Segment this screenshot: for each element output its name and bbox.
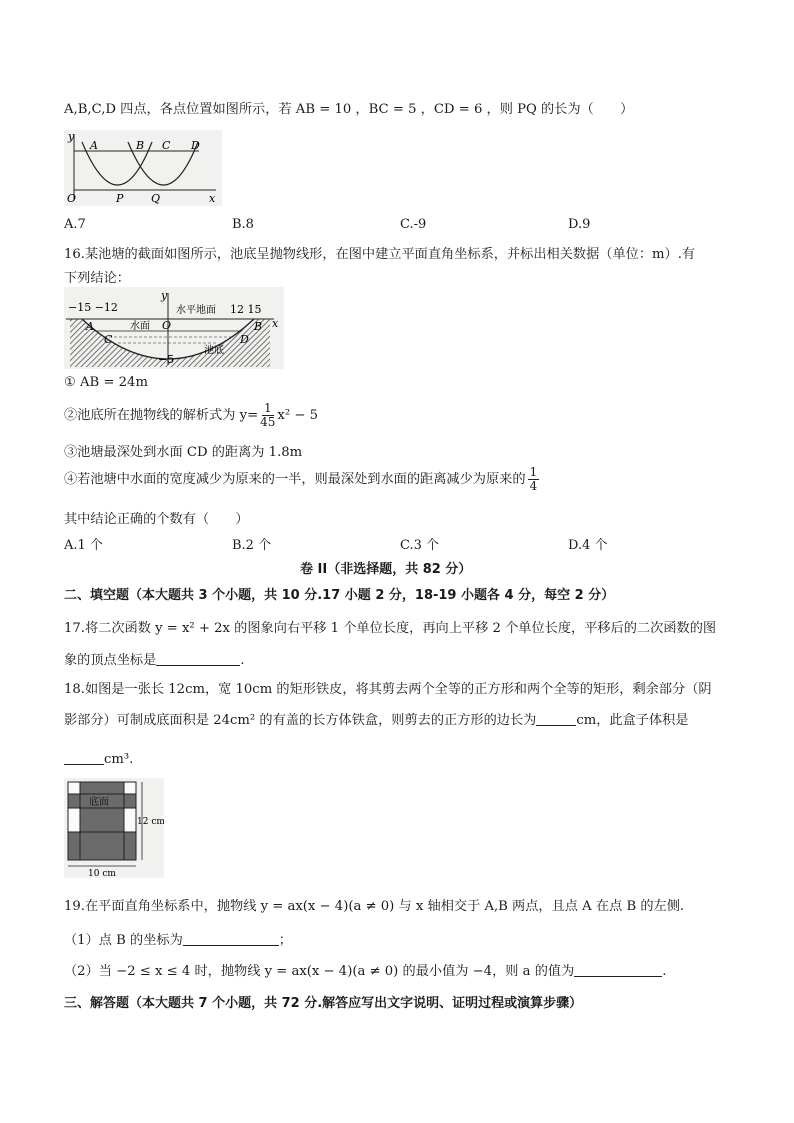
q16-c2-num: 1	[263, 401, 272, 415]
q17-line2	[64, 649, 245, 668]
q18-sheet-diagram	[64, 778, 164, 878]
q16-c2-fraction	[260, 402, 275, 429]
q17-line2-text: 象的顶点坐标是	[64, 653, 157, 668]
q16-bottom-label: 池底	[204, 345, 224, 356]
q16-stem-line1: 16.某池塘的截面如图所示，池底呈抛物线形，在图中建立平面直角坐标系，并标出相关数据（单位：m）.有	[64, 247, 696, 262]
q18-line3-end: cm³.	[104, 752, 134, 767]
q16-water-label: 水面	[130, 321, 150, 332]
q16-c4-text: ④若池塘中水面的宽度减少为原来的一半，则最深处到水面的距离减少为原来的	[64, 472, 526, 487]
q18-line2-text: 影部分）可制成底面积是 24cm² 的有盖的长方体铁盒，则剪去的正方形的边长为	[64, 713, 537, 728]
q16-stem-line2: 下列结论：	[64, 271, 130, 286]
q16-option-b[interactable]: B.2 个	[232, 538, 272, 553]
q16-c4-fraction	[528, 466, 540, 493]
q15-label-C: C	[162, 139, 171, 152]
q15-label-D: D	[191, 139, 200, 152]
q19-part1	[64, 929, 292, 948]
q17-answer-blank[interactable]	[156, 651, 240, 666]
q15-label-P: P	[116, 192, 124, 205]
q16-conclusion-2	[64, 402, 318, 429]
q18-square-side-blank[interactable]	[536, 711, 576, 726]
q19-part2-text: （2）当 −2 ≤ x ≤ 4 时，抛物线 y = ax(x − 4)(a ≠ 0) 的最小值为 −4，则 a 的值为	[64, 964, 575, 979]
q15-label-y: y	[68, 130, 75, 143]
q16-right-ticks: 12 15	[230, 303, 262, 316]
q18-figure	[64, 778, 164, 878]
q16-ground-label: 水平地面	[176, 305, 216, 316]
q16-conclusion-3: ③池塘最深处到水面 CD 的距离为 1.8m	[64, 445, 303, 460]
q16-pond-diagram	[64, 287, 284, 369]
q16-c4-den: 4	[529, 479, 538, 493]
q15-parabola-diagram	[64, 130, 222, 206]
q15-label-x: x	[209, 192, 216, 205]
q18-line2-end: cm，此盒子体积是	[576, 713, 689, 728]
q19-part2	[64, 960, 666, 979]
q15-option-d[interactable]: D.9	[568, 217, 591, 232]
q16-option-c[interactable]: C.3 个	[400, 538, 440, 553]
q19-line1: 19.在平面直角坐标系中，抛物线 y = ax(x − 4)(a ≠ 0) 与 x 轴相交于 A,B 两点，且点 A 在点 B 的左侧.	[64, 899, 685, 914]
q19-part1-blank[interactable]	[183, 931, 279, 946]
q16-label-D: D	[240, 333, 249, 346]
section-3-heading: 三、解答题（本大题共 7 个小题，共 72 分.解答应写出文字说明、证明过程或演算步骤）	[64, 996, 583, 1011]
q16-label-x: x	[272, 317, 279, 330]
q15-label-B: B	[136, 139, 145, 152]
q16-figure	[64, 287, 284, 369]
q16-label-O: O	[162, 319, 172, 332]
q18-line3	[64, 750, 133, 767]
q18-height-label: 12 cm	[137, 817, 164, 827]
q16-c2-den: 45	[260, 415, 276, 429]
q15-option-a[interactable]: A.7	[64, 217, 86, 232]
q17-line2-end: .	[240, 653, 245, 668]
q18-line1: 18.如图是一张长 12cm，宽 10cm 的矩形铁皮，将其剪去两个全等的正方形和两个全等的矩形，剩余部分（阴	[64, 682, 712, 697]
q16-conclusion-1: ① AB = 24m	[64, 375, 148, 390]
q19-part2-end: .	[662, 964, 667, 979]
q19-part2-blank[interactable]	[574, 962, 662, 977]
q19-part1-text: （1）点 B 的坐标为	[64, 933, 183, 948]
q16-c4-num: 1	[529, 465, 538, 479]
q18-line2	[64, 709, 689, 728]
q16-c2-text: ②池底所在抛物线的解析式为 y=	[64, 408, 259, 423]
q15-label-Q: Q	[151, 192, 161, 205]
q15-figure	[64, 130, 222, 206]
q15-option-c[interactable]: C.-9	[400, 217, 427, 232]
q16-label-C: C	[104, 333, 113, 346]
q19-part1-end: ；	[278, 933, 292, 948]
q16-question: 其中结论正确的个数有（ ）	[64, 512, 249, 527]
q18-width-label: 10 cm	[88, 869, 116, 878]
q18-base-label: 底面	[89, 797, 109, 808]
q16-label-y: y	[161, 289, 168, 302]
q16-conclusion-4	[64, 466, 541, 493]
q16-depth-label: −5	[158, 353, 175, 366]
q18-volume-blank[interactable]	[64, 750, 104, 765]
q15-label-A: A	[90, 139, 98, 152]
q17-line1: 17.将二次函数 y = x² + 2x 的图象向右平移 1 个单位长度，再向上平移 2 个单位长度，平移后的二次函数的图	[64, 621, 717, 636]
q16-c2-post: x² − 5	[277, 408, 318, 423]
volume-2-heading: 卷 II（非选择题，共 82 分）	[300, 562, 472, 577]
q16-label-B: B	[254, 320, 263, 333]
q16-left-ticks: −15 −12	[68, 301, 118, 314]
section-2-heading: 二、填空题（本大题共 3 个小题，共 10 分.17 小题 2 分，18-19 小题各 4 分，每空 2 分）	[64, 588, 615, 603]
q16-option-a[interactable]: A.1 个	[64, 538, 103, 553]
q15-stem: A,B,C,D 四点，各点位置如图所示，若 AB = 10 ，BC = 5 ，CD = 6 ，则 PQ 的长为（ ）	[64, 102, 634, 117]
q16-option-d[interactable]: D.4 个	[568, 538, 608, 553]
q16-label-A: A	[86, 320, 94, 333]
q15-label-O: O	[67, 192, 77, 205]
q15-option-b[interactable]: B.8	[232, 217, 254, 232]
